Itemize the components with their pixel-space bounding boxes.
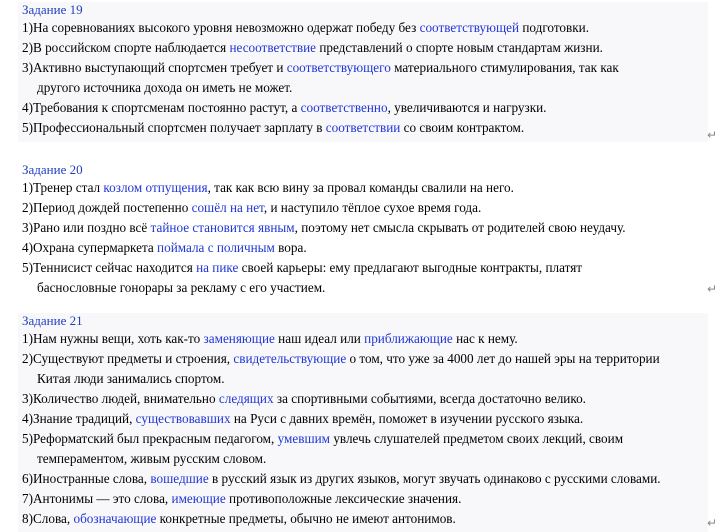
item-continuation: другого источника дохода он иметь не может. (37, 80, 293, 95)
item-text: , и наступило тёплое сухое время года. (263, 200, 482, 215)
task20-item-3 (18, 218, 708, 238)
item-continuation: баснословные гонорары за рекламу с его участием. (37, 280, 326, 295)
task21-item-1 (18, 329, 708, 349)
highlighted-word: имеющие (171, 491, 226, 506)
item-text: подготовки. (519, 20, 590, 35)
paragraph-mark-icon: ↵ (706, 516, 717, 530)
item-continuation: Китая люди занимались спортом. (37, 371, 225, 386)
paragraph-mark-icon: ↵ (706, 128, 717, 142)
task21-item-7 (18, 489, 708, 509)
task21-item-6 (18, 469, 708, 489)
task20-item-1 (18, 178, 708, 198)
highlighted-word: приближающие (364, 331, 453, 346)
item-text: 3)Количество людей, внимательно (22, 391, 219, 406)
task19-item-1 (18, 18, 708, 38)
item-text: на Руси с давних времён, поможет в изучении русского языка. (230, 411, 584, 426)
item-text: 2)Существуют предметы и строения, (22, 351, 234, 366)
task-19-title: Задание 19 (22, 2, 83, 17)
item-text: 1)Нам нужны вещи, хоть как-то (22, 331, 204, 346)
paragraph-mark-icon: ↵ (706, 282, 717, 296)
task-21-title: Задание 21 (22, 313, 83, 328)
highlighted-word: обозначающие (73, 511, 157, 526)
item-text: представлений о спорте новым стандартам жизни. (316, 40, 603, 55)
item-text: 3)Рано или поздно всё (22, 220, 151, 235)
item-text: 6)Иностранные слова, (22, 471, 151, 486)
item-text: 1)Тренер стал (22, 180, 104, 195)
task21-item-3 (18, 389, 708, 409)
item-text: нас к нему. (452, 331, 518, 346)
item-text: материального стимулирования, так как (390, 60, 619, 75)
item-text: со своим контрактом. (400, 120, 525, 135)
task-20-items (18, 178, 708, 298)
highlighted-word: козлом отпущения (103, 180, 208, 195)
task21-item-8 (18, 509, 708, 529)
item-text: о том, что уже за 4000 лет до нашей эры на территории (346, 351, 660, 366)
task19-item-4 (18, 98, 708, 118)
task21-item-5 (18, 429, 708, 469)
task20-item-5 (18, 258, 708, 298)
item-text: 4)Охрана супермаркета (22, 240, 158, 255)
highlighted-word: соответствии (325, 120, 401, 135)
highlighted-word: на пике (196, 260, 239, 275)
task-19-block (18, 2, 708, 142)
highlighted-word: соответственно (300, 100, 388, 115)
highlighted-word: соответствующего (286, 60, 391, 75)
task19-item-5 (18, 118, 708, 138)
highlighted-word: сошёл на нет (191, 200, 264, 215)
task-21-block (18, 313, 708, 532)
item-text: 1)На соревнованиях высокого уровня невозможно одержат победу без (22, 20, 420, 35)
task-19-items (18, 18, 708, 138)
highlighted-word: умевшим (277, 431, 331, 446)
item-text: 8)Слова, (22, 511, 74, 526)
item-text: , поэтому нет смысла скрывать от родителей свою неудачу. (294, 220, 626, 235)
highlighted-word: вошедшие (150, 471, 209, 486)
item-text: 2)Период дождей постепенно (22, 200, 192, 215)
highlighted-word: следящих (218, 391, 274, 406)
item-text: своей карьеры: ему предлагают выгодные контракты, платят (238, 260, 583, 275)
item-text: конкретные предметы, обычно не имеют антонимов. (156, 511, 456, 526)
highlighted-word: заменяющие (203, 331, 275, 346)
task-21-items (18, 329, 708, 529)
item-text: противоположные лексические значения. (225, 491, 462, 506)
highlighted-word: несоответствие (229, 40, 317, 55)
task20-item-4 (18, 238, 708, 258)
item-text: 5)Реформатский был прекрасным педагогом, (22, 431, 278, 446)
item-text: вора. (274, 240, 307, 255)
highlighted-word: свидетельствующие (233, 351, 347, 366)
task20-item-2 (18, 198, 708, 218)
task-20-title: Задание 20 (22, 162, 83, 177)
item-text: наш идеал или (274, 331, 365, 346)
highlighted-word: поймала с поличным (157, 240, 275, 255)
item-text: 4)Знание традиций, (22, 411, 136, 426)
item-text: за спортивными событиями, всегда достаточно велико. (273, 391, 586, 406)
task19-item-3 (18, 58, 708, 98)
item-text: 5)Теннисист сейчас находится (22, 260, 197, 275)
item-text: 5)Профессиональный спортсмен получает зарплату в (22, 120, 326, 135)
item-text: 7)Антонимы — это слова, (22, 491, 172, 506)
item-text: 4)Требования к спортсменам постоянно растут, а (22, 100, 301, 115)
item-text: увлечь слушателей предметом своих лекций, своим (330, 431, 624, 446)
highlighted-word: существовавших (135, 411, 231, 426)
highlighted-word: соответствующей (419, 20, 520, 35)
task21-item-2 (18, 349, 708, 389)
task21-item-4 (18, 409, 708, 429)
highlighted-word: тайное становится явным (150, 220, 295, 235)
item-text: , увеличиваются и нагрузки. (387, 100, 547, 115)
item-text: , так как всю вину за провал команды свалили на него. (207, 180, 514, 195)
item-continuation: темпераментом, живым русским словом. (37, 451, 267, 466)
task-20-block (18, 162, 708, 300)
item-text: 2)В российском спорте наблюдается (22, 40, 230, 55)
task19-item-2 (18, 38, 708, 58)
item-text: 3)Активно выступающий спортсмен требует и (22, 60, 287, 75)
item-text: в русский язык из других языков, могут звучать одинаково с русскими словами. (208, 471, 661, 486)
